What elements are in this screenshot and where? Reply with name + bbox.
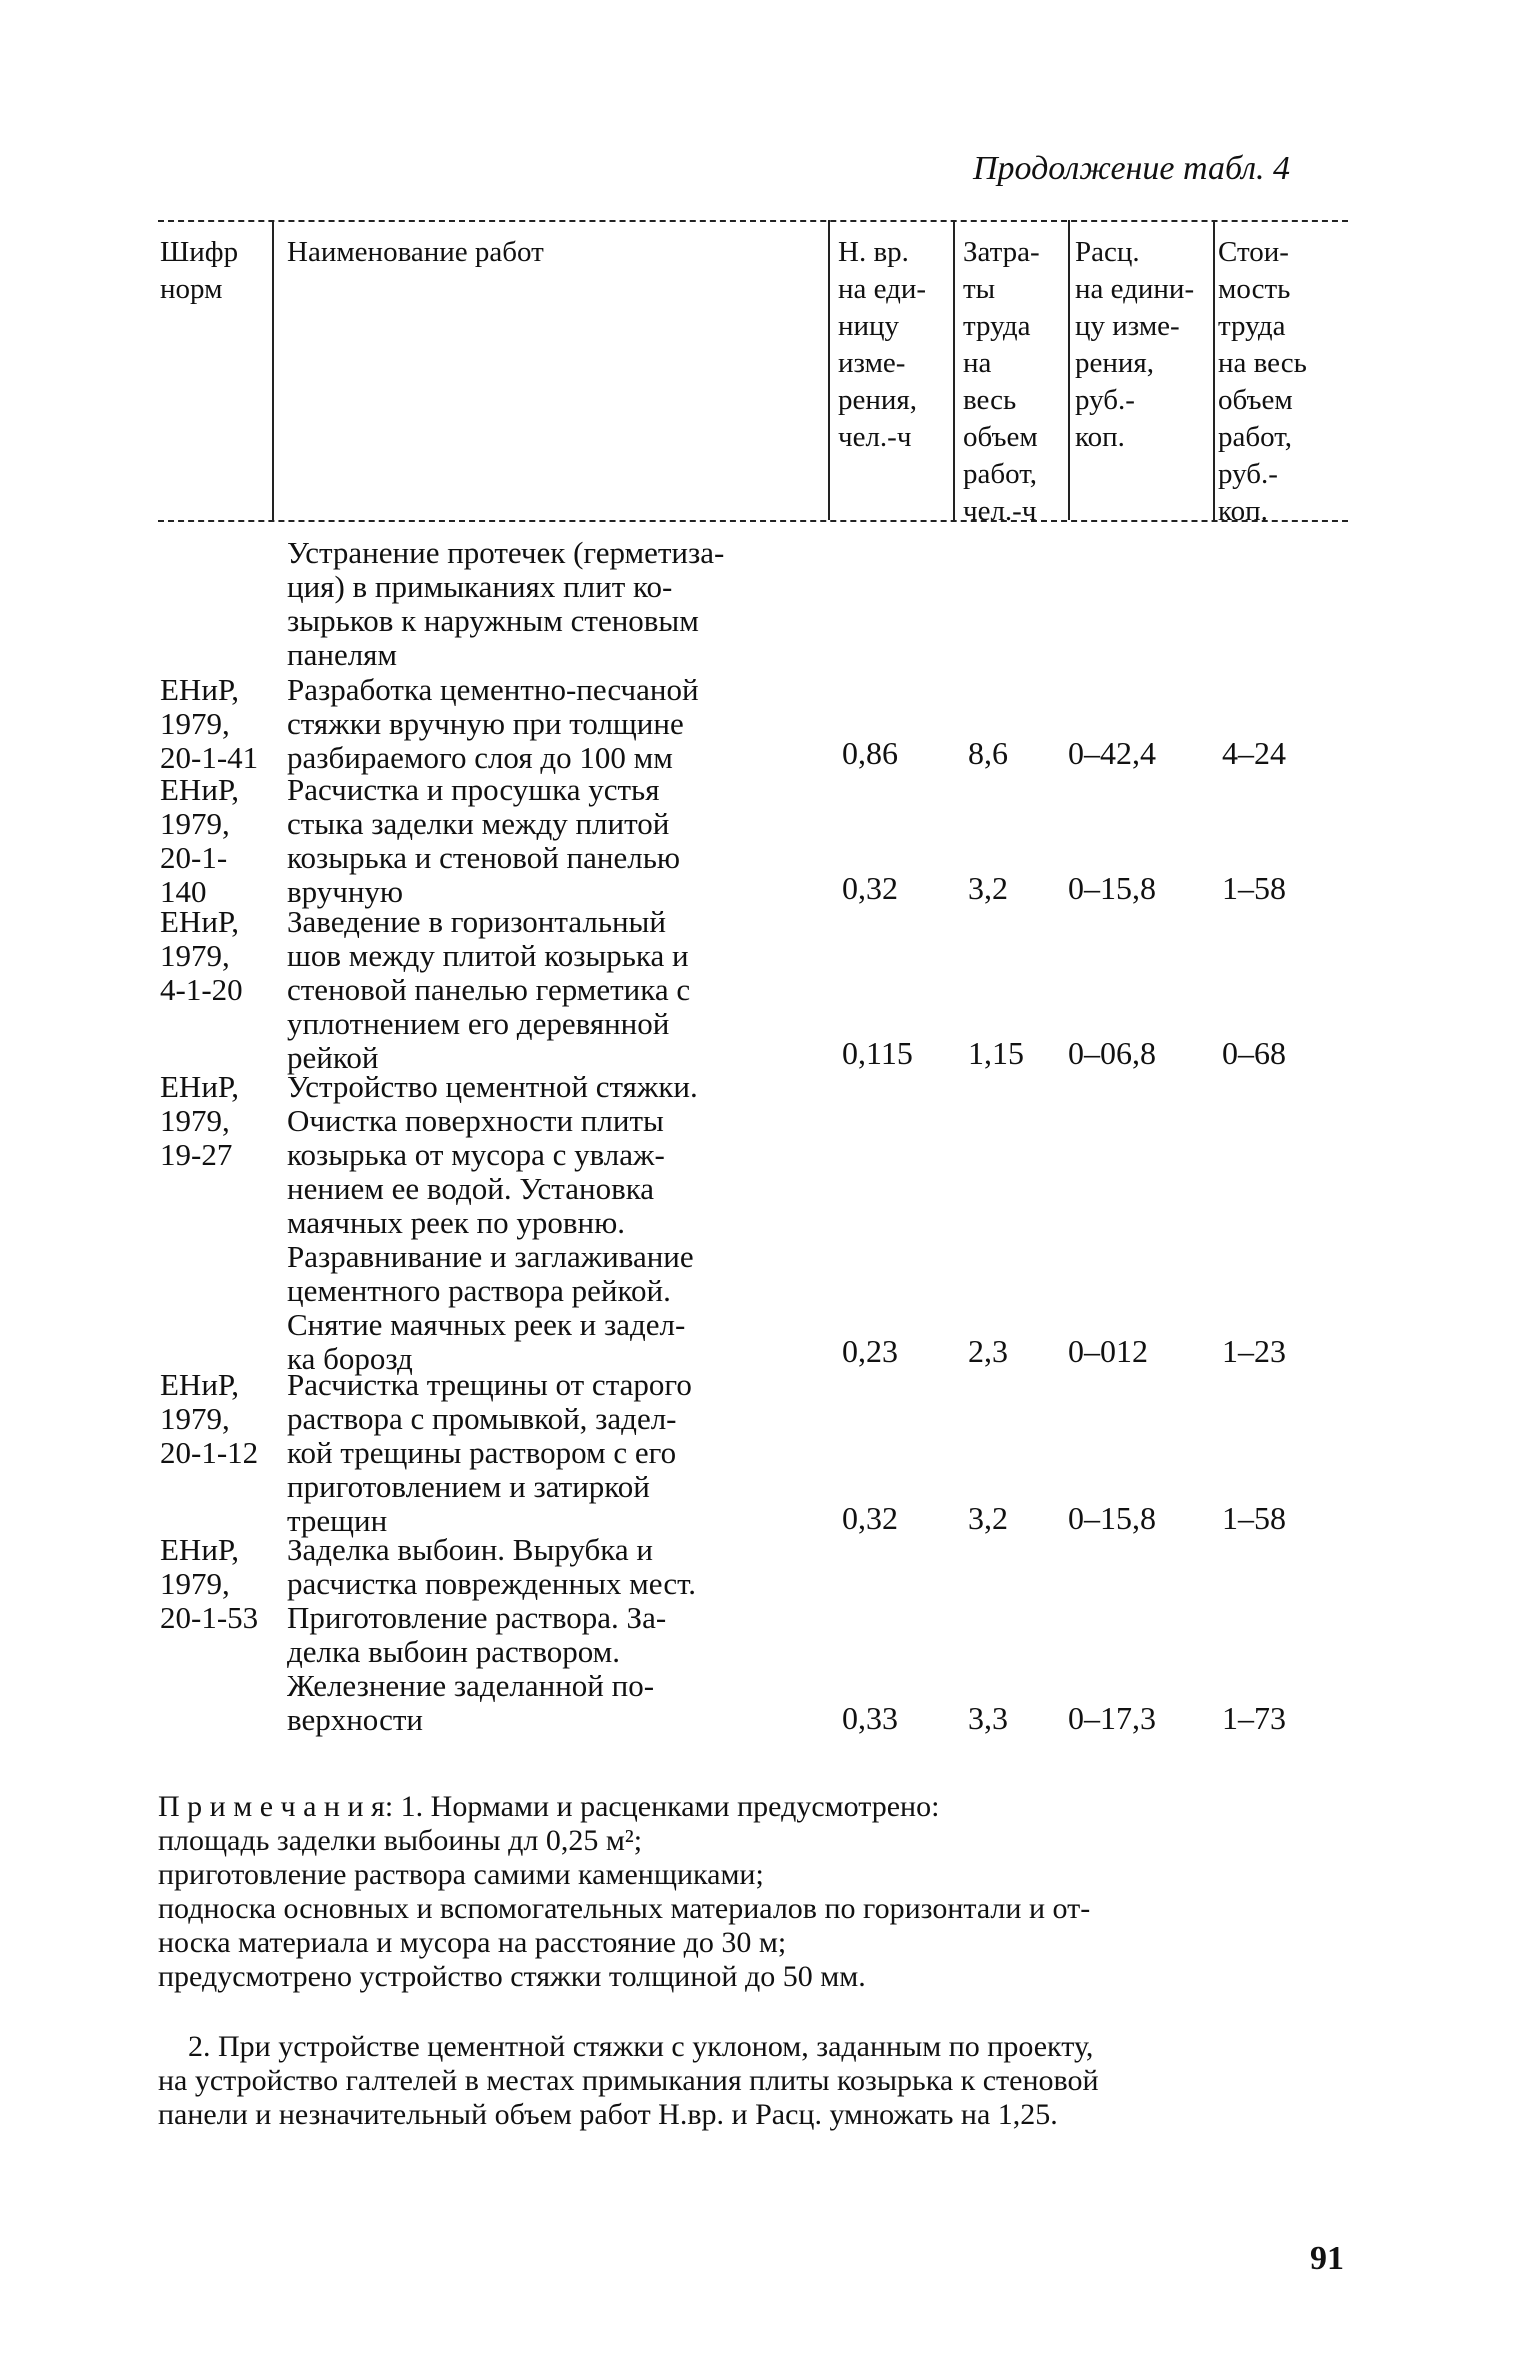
col-divider-4 [1068,220,1070,520]
section-title: Устранение протечек (герметиза- ция) в примыканиях плит ко- зырьков к наружным стеновым панелям [287,535,725,672]
row-4-cost: 1–23 [1222,1333,1286,1369]
row-1-cost: 4–24 [1222,735,1286,771]
table-caption: Продолжение табл. 4 [973,150,1291,187]
row-3-code: ЕНиР, 1979, 4-1-20 [160,904,243,1007]
row-5-code: ЕНиР, 1979, 20-1-12 [160,1367,259,1470]
header-labor: Затра- ты труда на весь объем работ, чел.-ч [963,236,1040,527]
row-1-code: ЕНиР, 1979, 20-1-41 [160,672,259,775]
col-divider-1 [272,220,274,520]
row-2-code: ЕНиР, 1979, 20-1- 140 [160,772,240,909]
header-name: Наименование работ [287,236,544,268]
row-1-labor: 8,6 [968,735,1008,771]
row-5-name: Расчистка трещины от старого раствора с промывкой, задел- кой трещины раствором с его приготовлением и затиркой трещин [287,1367,692,1538]
row-6-labor: 3,3 [968,1700,1008,1736]
row-4-code: ЕНиР, 1979, 19-27 [160,1069,240,1172]
table-header-rule [158,520,1348,522]
row-3-cost: 0–68 [1222,1035,1286,1071]
row-1-rate: 0–42,4 [1068,735,1156,771]
row-5-norm: 0,32 [842,1500,898,1536]
row-6-cost: 1–73 [1222,1700,1286,1736]
header-norm: Н. вр. на еди- ницу изме- рения, чел.-ч [838,236,927,453]
row-6-rate: 0–17,3 [1068,1700,1156,1736]
row-6-code: ЕНиР, 1979, 20-1-53 [160,1532,259,1635]
row-3-name: Заведение в горизонтальный шов между плитой козырька и стеновой панелью герметика с уплотнением его деревянной рейкой [287,904,691,1075]
row-4-norm: 0,23 [842,1333,898,1369]
row-5-cost: 1–58 [1222,1500,1286,1536]
page-number: 91 [1310,2240,1344,2277]
header-code: Шифр норм [160,236,239,305]
row-3-norm: 0,115 [842,1035,913,1071]
header-rate: Расц. на едини- цу изме- рения, руб.- коп. [1075,236,1195,453]
row-4-labor: 2,3 [968,1333,1008,1369]
row-5-labor: 3,2 [968,1500,1008,1536]
row-3-rate: 0–06,8 [1068,1035,1156,1071]
row-1-name: Разработка цементно-песчаной стяжки вручную при толщине разбираемого слоя до 100 мм [287,672,699,775]
note-1: П р и м е ч а н и я: 1. Нормами и расценками предусмотрено: площадь заделки выбоины дл 0,25 м²; приготовление раствора самими каменщиками; подноска основных и вспомогательных материалов по горизонтали и от- носка материала и мусора на расстояние до 30 м; предусмотрено устройство стяжки толщиной до 50 мм. [158,1790,1091,1993]
note-2: 2. При устройстве цементной стяжки с уклоном, заданным по проекту, на устройство галтелей в местах примыкания плиты козырька к стеновой панели и незначительный объем работ Н.вр. и Расц. умножать на 1,25. [158,2030,1099,2131]
row-5-rate: 0–15,8 [1068,1500,1156,1536]
table-top-rule [158,220,1348,222]
row-6-norm: 0,33 [842,1700,898,1736]
row-1-norm: 0,86 [842,735,898,771]
row-2-labor: 3,2 [968,870,1008,906]
col-divider-5 [1213,220,1215,520]
row-4-rate: 0–012 [1068,1333,1148,1369]
col-divider-2 [828,220,830,520]
row-3-labor: 1,15 [968,1035,1024,1071]
row-2-name: Расчистка и просушка устья стыка заделки между плитой козырька и стеновой панелью вручную [287,772,681,909]
col-divider-3 [953,220,955,520]
row-4-name: Устройство цементной стяжки. Очистка поверхности плиты козырька от мусора с увлаж- нением ее водой. Установка маячных реек по уровню. Разравнивание и заглаживание цементного раствора рейкой. Снятие маячных реек и задел- ка борозд [287,1069,698,1376]
row-6-name: Заделка выбоин. Вырубка и расчистка поврежденных мест. Приготовление раствора. За- делка выбоин раствором. Железнение заделанной по- верхности [287,1532,697,1737]
row-2-rate: 0–15,8 [1068,870,1156,906]
row-2-cost: 1–58 [1222,870,1286,906]
header-cost: Стои- мость труда на весь объем работ, руб.- коп. [1218,236,1307,527]
row-2-norm: 0,32 [842,870,898,906]
